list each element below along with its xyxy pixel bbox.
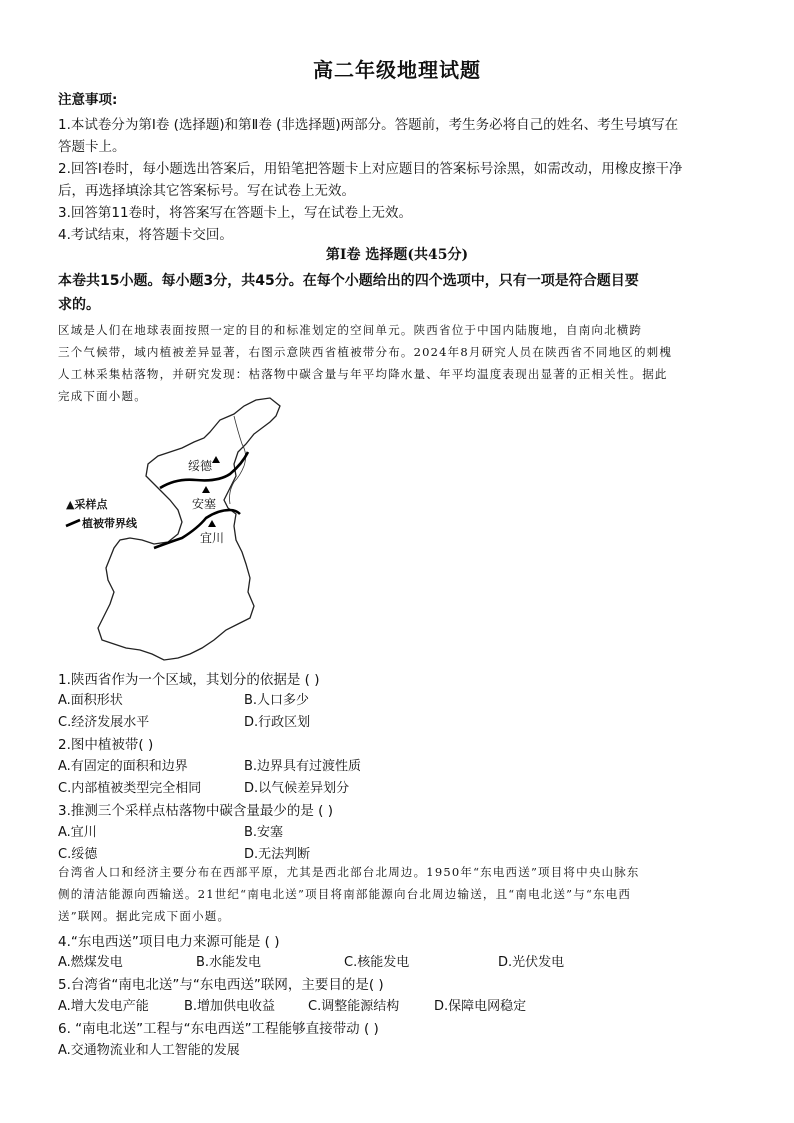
question-4-option-c[interactable]: C.核能发电	[344, 955, 410, 970]
question-2-option-c[interactable]: C.内部植被类型完全相同	[58, 781, 202, 796]
passage-line: 人工林采集枯落物，并研究发现：枯落物中碳含量与年平均降水量、年平均温度表现出显著的正相关性。据此	[58, 367, 668, 381]
question-3-option-c[interactable]: C.绥德	[58, 847, 98, 862]
shaanxi-vegetation-map	[58, 392, 298, 664]
vegetation-boundary-south	[154, 510, 240, 548]
question-5-option-c[interactable]: C.调整能源结构	[308, 999, 400, 1014]
question-5-stem: 5.台湾省“南电北送”与“东电西送”联网，主要目的是( )	[58, 977, 384, 993]
question-4-option-a[interactable]: A.燃煤发电	[58, 955, 123, 970]
legend-boundary-line: 植被带界线	[82, 517, 137, 530]
question-6-option-a[interactable]: A.交通物流业和人工智能的发展	[58, 1043, 240, 1058]
notes-line: 后，再选择填涂其它答案标号。写在试卷上无效。	[58, 183, 355, 199]
site-label-ansai: 安塞	[192, 497, 217, 511]
notes-line: 2.回答Ⅰ卷时，每小题选出答案后，用铅笔把答题卡上对应题目的答案标号涂黑，如需改动，用橡皮擦干净	[58, 161, 683, 177]
section-instructions: 求的。	[58, 297, 100, 313]
question-4-option-b[interactable]: B.水能发电	[196, 955, 262, 970]
site-label-suide: 绥德	[188, 459, 213, 473]
notes-line: 4.考试结束，将答题卡交回。	[58, 227, 233, 243]
question-4-option-d[interactable]: D.光伏发电	[498, 955, 565, 970]
passage-line: 三个气候带，域内植被差异显著，右图示意陕西省植被带分布。2024年8月研究人员在陕西省不同地区的刺槐	[58, 345, 673, 359]
question-2-option-d[interactable]: D.以气候差异划分	[244, 781, 350, 796]
question-4-stem: 4.“东电西送”项目电力来源可能是 ( )	[58, 934, 280, 950]
sample-point-marker	[208, 520, 216, 527]
sample-point-marker	[202, 486, 210, 493]
passage-line: 区域是人们在地球表面按照一定的目的和标准划定的空间单元。陕西省位于中国内陆腹地，自南向北横跨	[58, 323, 643, 337]
passage-line: 台湾省人口和经济主要分布在西部平原，尤其是西北部台北周边。1950年“东电西送”项目将中央山脉东	[58, 865, 640, 879]
section-instructions: 本卷共15小题。每小题3分，共45分。在每个小题给出的四个选项中，只有一项是符合题目要	[58, 273, 639, 289]
question-1-option-d[interactable]: D.行政区划	[244, 715, 311, 730]
notes-heading: 注意事项:	[58, 92, 118, 108]
legend-sample-point: ▲采样点	[66, 498, 108, 511]
question-3-stem: 3.推测三个采样点枯落物中碳含量最少的是 ( )	[58, 803, 333, 819]
question-5-option-d[interactable]: D.保障电网稳定	[434, 999, 527, 1014]
question-3-option-d[interactable]: D.无法判断	[244, 847, 311, 862]
notes-line: 答题卡上。	[58, 139, 126, 155]
notes-line: 1.本试卷分为第Ⅰ卷 (选择题)和第Ⅱ卷 (非选择题)两部分。答题前，考生务必将自己的姓名、考生号填写在	[58, 117, 679, 133]
question-1-stem: 1.陕西省作为一个区域，其划分的依据是 ( )	[58, 672, 320, 688]
exam-title: 高二年级地理试题	[313, 58, 481, 82]
legend-line-symbol	[66, 520, 80, 526]
notes-line: 3.回答第11卷时，将答案写在答题卡上，写在试卷上无效。	[58, 205, 413, 221]
question-2-stem: 2.图中植被带( )	[58, 737, 154, 753]
question-5-option-a[interactable]: A.增大发电产能	[58, 999, 149, 1014]
section-title: 第Ⅰ卷 选择题(共45分)	[325, 247, 469, 263]
question-3-option-a[interactable]: A.宜川	[58, 825, 97, 840]
passage-line: 侧的清洁能源向西输送。21世纪“南电北送”项目将南部能源向台北周边输送，且“南电北送”与“东电西	[58, 887, 632, 901]
question-2-option-b[interactable]: B.边界具有过渡性质	[244, 759, 362, 774]
sample-point-marker	[212, 456, 220, 463]
question-6-stem: 6. “南电北送”工程与“东电西送”工程能够直接带动 ( )	[58, 1021, 379, 1037]
question-1-option-c[interactable]: C.经济发展水平	[58, 715, 150, 730]
question-5-option-b[interactable]: B.增加供电收益	[184, 999, 276, 1014]
question-1-option-b[interactable]: B.人口多少	[244, 693, 310, 708]
site-label-yichuan: 宜川	[200, 531, 225, 545]
question-1-option-a[interactable]: A.面积形状	[58, 693, 123, 708]
question-2-option-a[interactable]: A.有固定的面积和边界	[58, 759, 188, 774]
passage-line: 完成下面小题。	[58, 389, 147, 403]
question-3-option-b[interactable]: B.安塞	[244, 825, 284, 840]
passage-line: 送”联网。据此完成下面小题。	[58, 909, 231, 923]
